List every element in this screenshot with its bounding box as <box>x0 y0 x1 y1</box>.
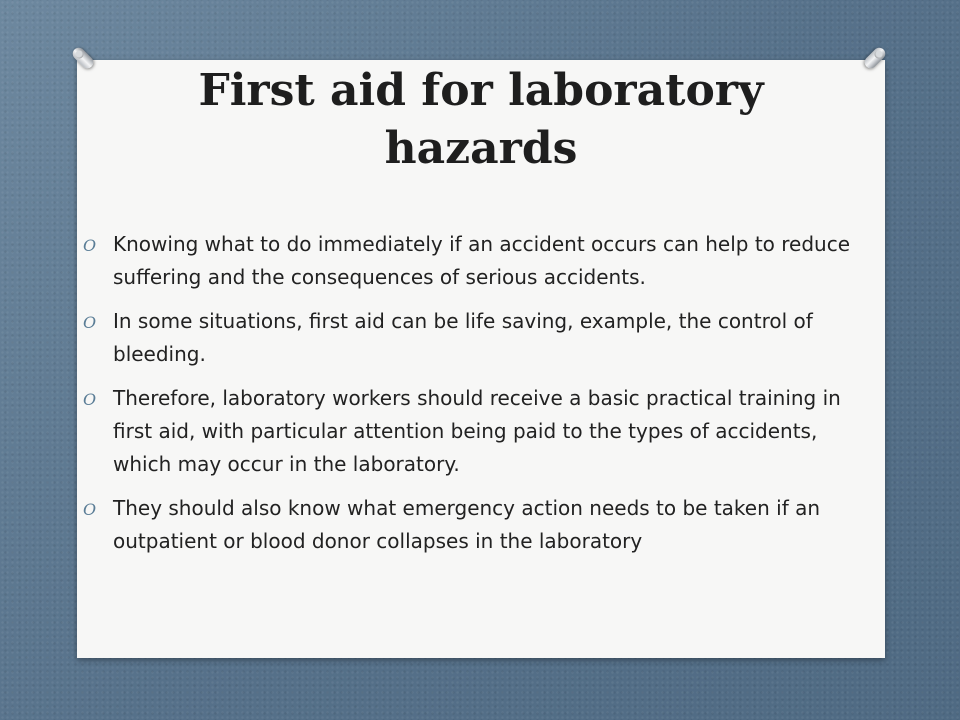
bullet-marker-icon: O <box>83 390 97 409</box>
bullet-list <box>83 228 853 569</box>
bullet-marker-icon: O <box>83 236 97 255</box>
bullet-text: They should also know what emergency action needs to be taken if an outpatient or blood donor collapses in the laboratory <box>113 496 821 553</box>
slide-title <box>77 62 885 178</box>
slide-title-line-1: First aid for laboratory <box>198 65 764 116</box>
bullet-item <box>83 228 853 294</box>
bullet-item <box>83 305 853 371</box>
bullet-marker-icon: O <box>83 313 97 332</box>
slide-title-line-2: hazards <box>384 123 578 174</box>
bullet-item <box>83 382 853 481</box>
bullet-text: Therefore, laboratory workers should receive a basic practical training in first aid, with particular attention being paid to the types of accidents, which may occur in the laboratory. <box>113 386 841 476</box>
bullet-item <box>83 492 853 558</box>
bullet-text: In some situations, first aid can be life saving, example, the control of bleeding. <box>113 309 813 366</box>
bullet-text: Knowing what to do immediately if an accident occurs can help to reduce suffering and the consequences of serious accidents. <box>113 232 851 289</box>
bullet-marker-icon: O <box>83 500 97 519</box>
